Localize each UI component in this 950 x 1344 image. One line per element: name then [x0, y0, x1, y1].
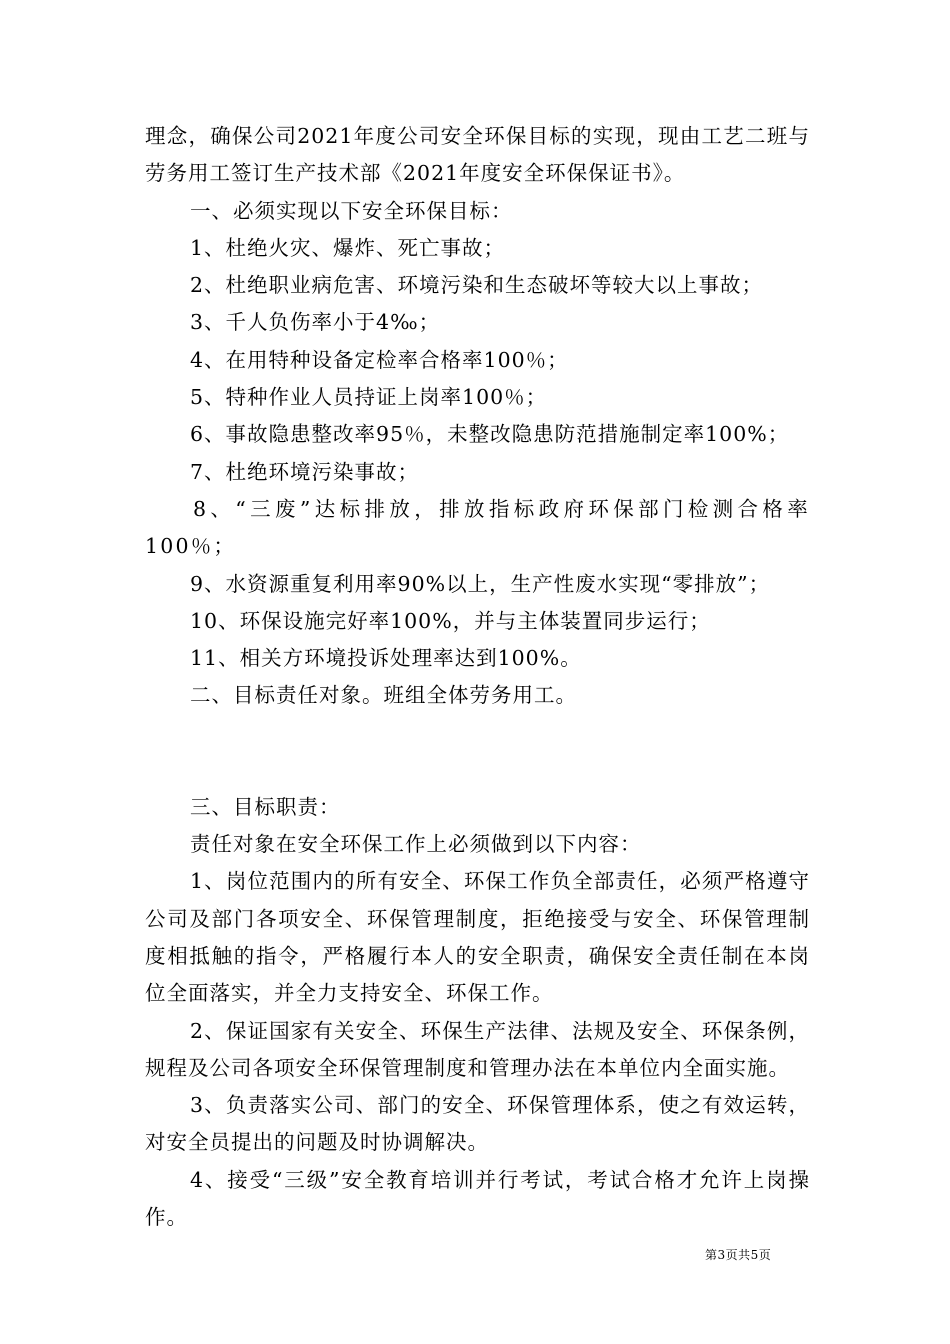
section-heading-responsible: 二、目标责任对象。班组全体劳务用工。 [190, 683, 577, 708]
target-item: 9、水资源重复利用率90%以上，生产性废水实现“零排放”； [190, 571, 771, 596]
target-item: 5、特种作业人员持证上岗率100％； [190, 385, 548, 410]
duty-item: 4、接受“三级”安全教育培训并行考试，考试合格才允许上岗操作。 [145, 1167, 810, 1230]
duty-item: 3、负责落实公司、部门的安全、环保管理体系，使之有效运转，对安全员提出的问题及时协调解决。 [145, 1093, 810, 1155]
target-item: 2、杜绝职业病危害、环境污染和生态破坏等较大以上事故； [190, 273, 764, 298]
target-item: 7、杜绝环境污染事故； [190, 459, 420, 484]
target-item: 6、事故隐患整改率95％，未整改隐患防范措施制定率100%； [190, 422, 790, 447]
target-item: 4、在用特种设备定检率合格率100％； [190, 347, 569, 372]
duty-item: 2、保证国家有关安全、环保生产法律、法规及安全、环保条例，规程及公司各项安全环保管理制度和管理办法在本单位内全面实施。 [145, 1018, 810, 1080]
section-heading-duties: 三、目标职责： [190, 794, 341, 819]
intro-paragraph: 理念，确保公司2021年度公司安全环保目标的实现，现由工艺二班与劳务用工签订生产技术部《2021年度安全环保保证书》。 [145, 124, 810, 186]
page-number: 第3页共5页 [705, 1248, 772, 1262]
target-item: 1、杜绝火灾、爆炸、死亡事故； [190, 235, 506, 260]
target-item: 8、“三废”达标排放，排放指标政府环保部门检测合格率100％； [145, 496, 810, 559]
document-body [145, 118, 810, 1236]
blank-gap [145, 715, 810, 789]
section-heading-targets: 一、必须实现以下安全环保目标： [190, 198, 513, 223]
target-item: 10、环保设施完好率100%，并与主体装置同步运行； [190, 608, 711, 633]
target-item: 11、相关方环境投诉处理率达到100%。 [190, 646, 582, 671]
duties-lead: 责任对象在安全环保工作上必须做到以下内容： [190, 832, 642, 857]
target-item: 3、千人负伤率小于4‰； [190, 310, 441, 335]
duty-item: 1、岗位范围内的所有安全、环保工作负全部责任，必须严格遵守公司及部门各项安全、环保管理制度，拒绝接受与安全、环保管理制度相抵触的指令，严格履行本人的安全职责，确保安全责任制在本岗位全面落实，并全力支持安全、环保工作。 [145, 869, 810, 1006]
